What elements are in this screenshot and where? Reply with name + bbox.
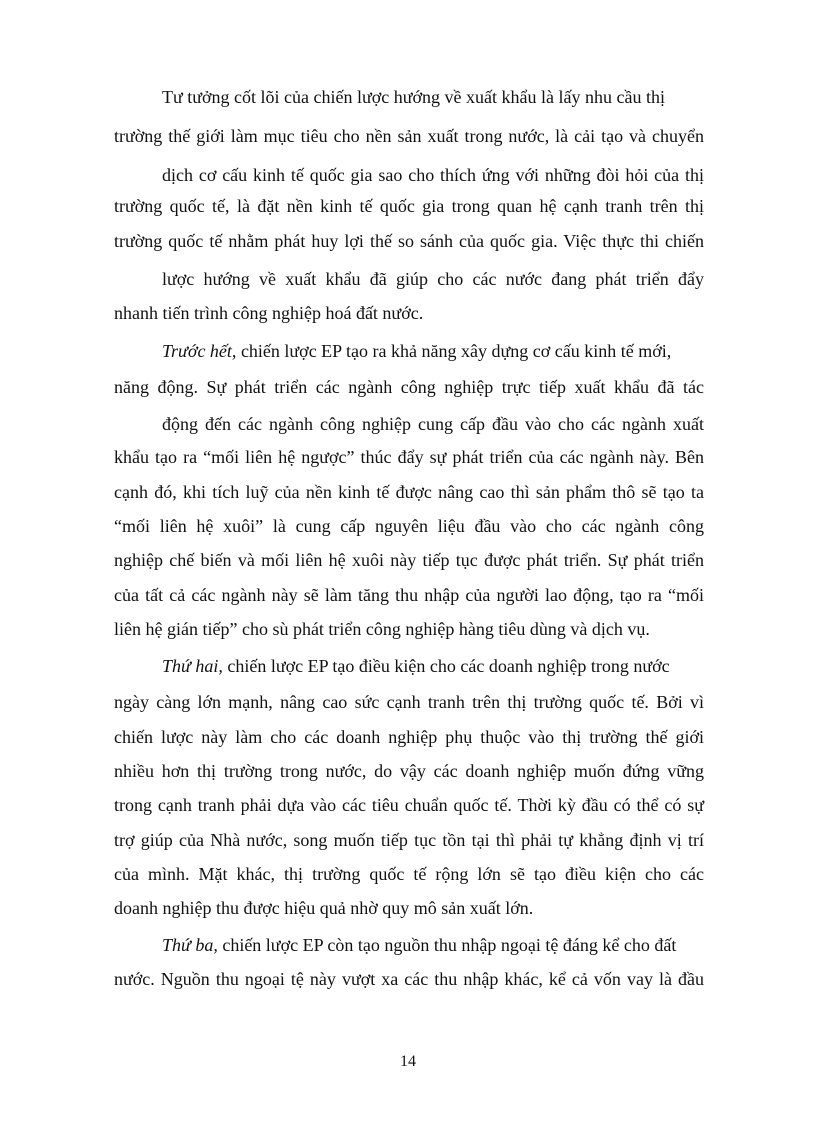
line-text: chiến lược EP tạo ra khả năng xây dựng cơ cấu kinh tế mới, — [236, 341, 672, 361]
text-line: của mình. Mặt khác, thị trường quốc tế rộng lớn sẽ tạo điều kiện cho các — [114, 864, 704, 884]
text-line: trợ giúp của Nhà nước, song muốn tiếp tục tồn tại thì phải tự khẳng định vị trí — [114, 830, 704, 850]
italic-lead: Trước hết, — [162, 341, 237, 361]
italic-lead: Thứ hai, — [162, 656, 223, 676]
text-line: trong cạnh tranh phải dựa vào các tiêu chuẩn quốc tế. Thời kỳ đầu có thể có sự — [114, 795, 704, 815]
line-text: chiến lược EP còn tạo nguồn thu nhập ngoại tệ đáng kể cho đất — [217, 935, 677, 955]
text-line: nghiệp chế biến và mối liên hệ xuôi này tiếp tục được phát triển. Sự phát triển — [114, 550, 704, 570]
text-line: trường quốc tế nhằm phát huy lợi thế so sánh của quốc gia. Việc thực thi chiến — [114, 231, 704, 251]
text-line — [162, 340, 671, 364]
text-line: trường thế giới làm mục tiêu cho nền sản xuất trong nước, là cải tạo và chuyển — [114, 126, 704, 146]
text-line: lược hướng về xuất khẩu đã giúp cho các nước đang phát triển đẩy — [162, 269, 704, 289]
text-line: của tất cả các ngành này sẽ làm tăng thu nhập của người lao động, tạo ra “mối — [114, 585, 704, 605]
text-line — [162, 655, 670, 679]
text-line: năng động. Sự phát triển các ngành công nghiệp trực tiếp xuất khẩu đã tác — [114, 377, 704, 397]
text-line: dịch cơ cấu kinh tế quốc gia sao cho thích ứng với những đòi hỏi của thị — [162, 165, 704, 185]
text-line: liên hệ gián tiếp” cho sù phát triển công nghiệp hàng tiêu dùng và dịch vụ. — [114, 619, 650, 639]
text-line: Tư tưởng cốt lõi của chiến lược hướng về xuất khẩu là lấy nhu cầu thị — [162, 87, 665, 107]
text-line: trường quốc tế, là đặt nền kinh tế quốc gia trong quan hệ cạnh tranh trên thị — [114, 196, 704, 216]
text-line — [162, 934, 676, 958]
text-line: chiến lược này làm cho các doanh nghiệp phụ thuộc vào thị trường thế giới — [114, 727, 704, 747]
text-line: nhiều hơn thị trường trong nước, do vậy các doanh nghiệp muốn đứng vững — [114, 761, 704, 781]
text-line: “mối liên hệ xuôi” là cung cấp nguyên liệu đầu vào cho các ngành công — [114, 516, 704, 536]
text-line: nhanh tiến trình công nghiệp hoá đất nước. — [114, 303, 424, 323]
text-line: động đến các ngành công nghiệp cung cấp đầu vào cho các ngành xuất — [162, 414, 704, 434]
text-line: nước. Nguồn thu ngoại tệ này vượt xa các thu nhập khác, kể cả vốn vay là đầu — [114, 969, 704, 989]
italic-lead: Thứ ba, — [162, 935, 218, 955]
text-line: cạnh đó, khi tích luỹ của nền kinh tế được nâng cao thì sản phẩm thô sẽ tạo ta — [114, 482, 704, 502]
text-line: khẩu tạo ra “mối liên hệ ngược” thúc đẩy sự phát triển của các ngành này. Bên — [114, 447, 704, 467]
text-line: ngày càng lớn mạnh, nâng cao sức cạnh tranh trên thị trường quốc tế. Bởi vì — [114, 692, 704, 712]
line-text: chiến lược EP tạo điều kiện cho các doanh nghiệp trong nước — [222, 656, 670, 676]
page-number: 14 — [400, 1053, 416, 1070]
text-line: doanh nghiệp thu được hiệu quả nhờ quy mô sản xuất lớn. — [114, 898, 534, 918]
